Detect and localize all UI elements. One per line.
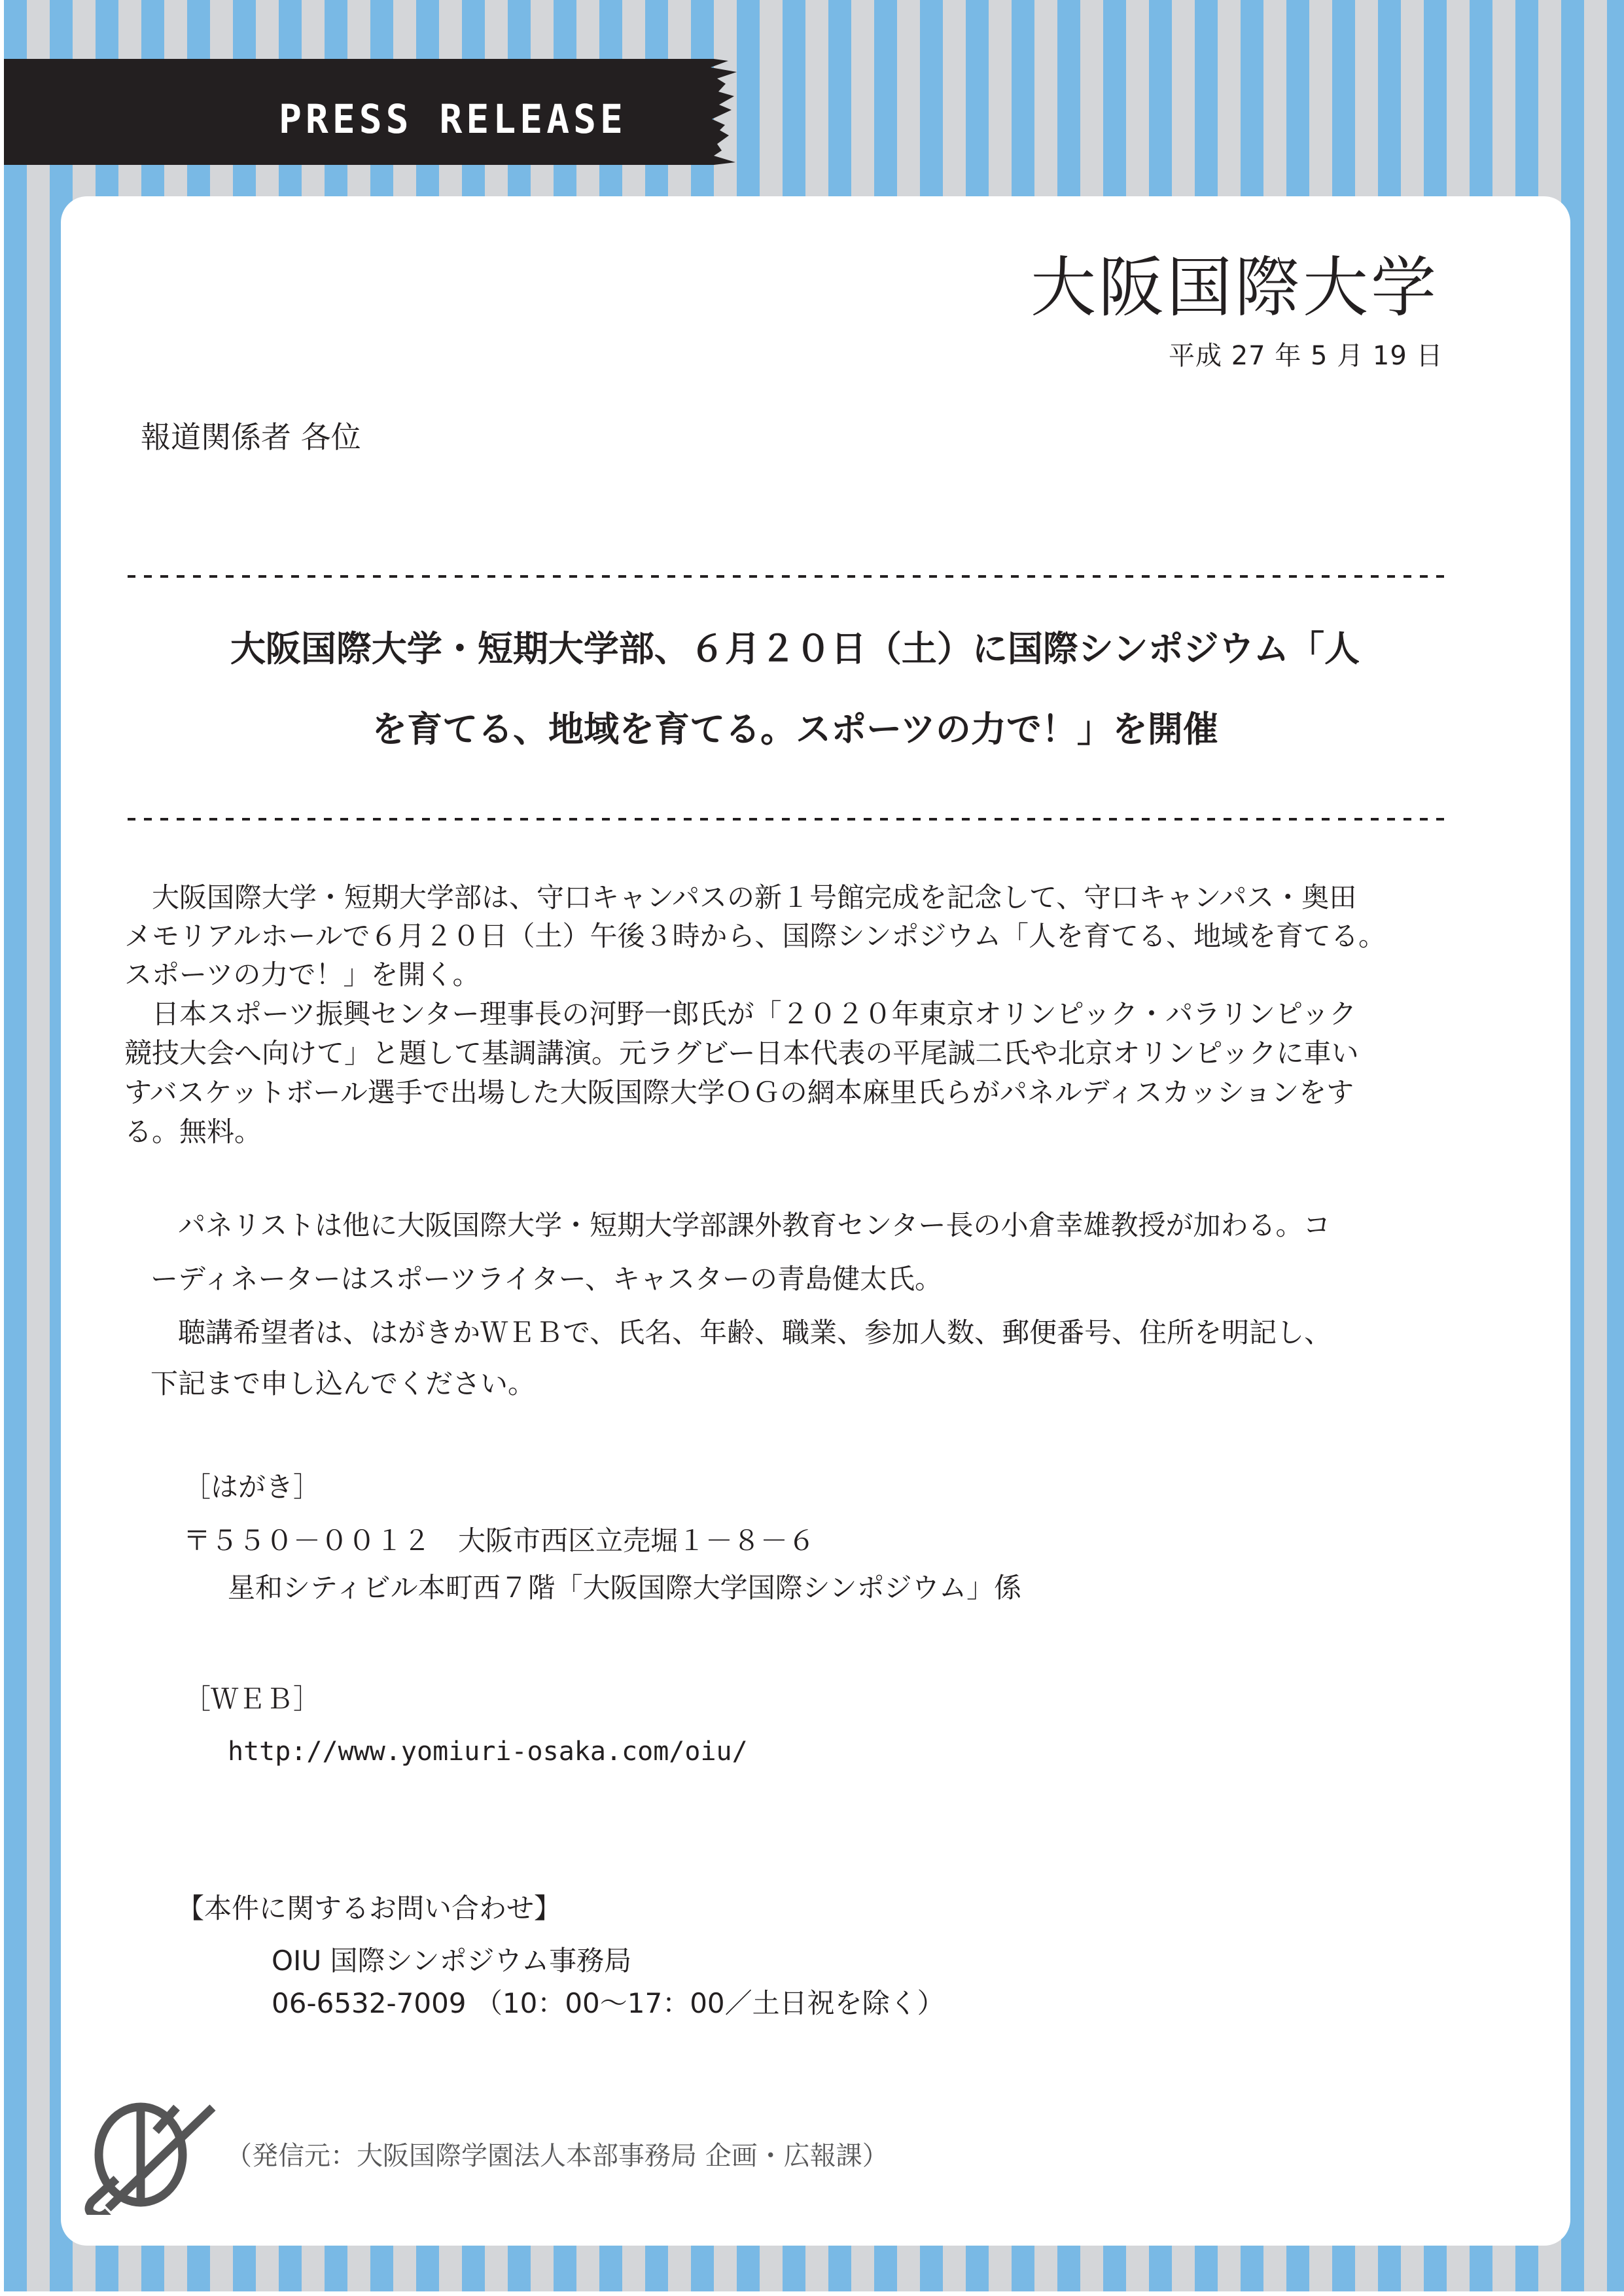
postcard-heading: ［はがき］ — [183, 1471, 321, 1503]
body-line: 聴講希望者は、はがきかＷＥＢで、氏名、年齢、職業、参加人数、郵便番号、住所を明記し、 — [150, 1316, 1332, 1349]
postcard-address: 〒５５０－００１２ 大阪市西区立売堀１－８－６ — [183, 1525, 816, 1557]
body-line: ーディネーターはスポーツライター、キャスターの青島健太氏。 — [150, 1263, 943, 1295]
body-line: メモリアルホールで６月２０日（土）午後３時から、国際シンポジウム「人を育てる、地域を育てる。 — [124, 920, 1386, 952]
oiu-logo-icon — [79, 2084, 236, 2215]
body-line: 大阪国際大学・短期大学部は、守口キャンパスの新１号館完成を記念して、守口キャンパス・奥田 — [124, 881, 1357, 913]
university-logo: 大阪国際大学 — [1031, 249, 1439, 326]
body-line: 競技大会へ向けて」と題して基調講演。元ラグビー日本代表の平尾誠二氏や北京オリンピックに車い — [124, 1037, 1359, 1069]
body-line: スポーツの力で！」を開く。 — [124, 959, 480, 991]
addressee: 報道関係者 各位 — [141, 419, 361, 455]
issuer-note: （発信元：大阪国際学園法人本部事務局 企画・広報課） — [226, 2141, 889, 2171]
body-line: パネリストは他に大阪国際大学・短期大学部課外教育センター長の小倉幸雄教授が加わる。コ — [150, 1209, 1331, 1241]
headline-line-2: を育てる、地域を育てる。スポーツの力で！」を開催 — [372, 709, 1218, 750]
postcard-recipient: 星和シティビル本町西７階「大阪国際大学国際シンポジウム」係 — [228, 1572, 1022, 1604]
body-line: 下記まで申し込んでください。 — [150, 1368, 536, 1400]
contact-office: OIU 国際シンポジウム事務局 — [272, 1945, 632, 1977]
divider-bottom — [128, 818, 1453, 821]
web-heading: ［ＷＥＢ］ — [183, 1683, 321, 1715]
body-line: すバスケットボール選手で出場した大阪国際大学ＯＧの網本麻里氏らがパネルディスカッションをす — [124, 1076, 1354, 1108]
banner-label: PRESS RELEASE — [279, 96, 627, 143]
headline-line-1: 大阪国際大学・短期大学部、６月２０日（土）に国際シンポジウム「人 — [230, 628, 1360, 669]
body-line: 日本スポーツ振興センター理事長の河野一郎氏が「２０２０年東京オリンピック・パラリンピック — [124, 998, 1357, 1030]
web-url-link[interactable]: http://www.yomiuri-osaka.com/oiu/ — [228, 1737, 748, 1767]
press-release-banner — [4, 59, 737, 165]
divider-top — [128, 575, 1453, 578]
body-line: る。無料。 — [124, 1116, 262, 1148]
release-date: 平成 27 年 5 月 19 日 — [1169, 341, 1443, 371]
contact-heading: 【本件に関するお問い合わせ】 — [177, 1892, 562, 1924]
contact-phone: 06-6532-7009 （10：00～17：00／土日祝を除く） — [272, 1987, 945, 2019]
